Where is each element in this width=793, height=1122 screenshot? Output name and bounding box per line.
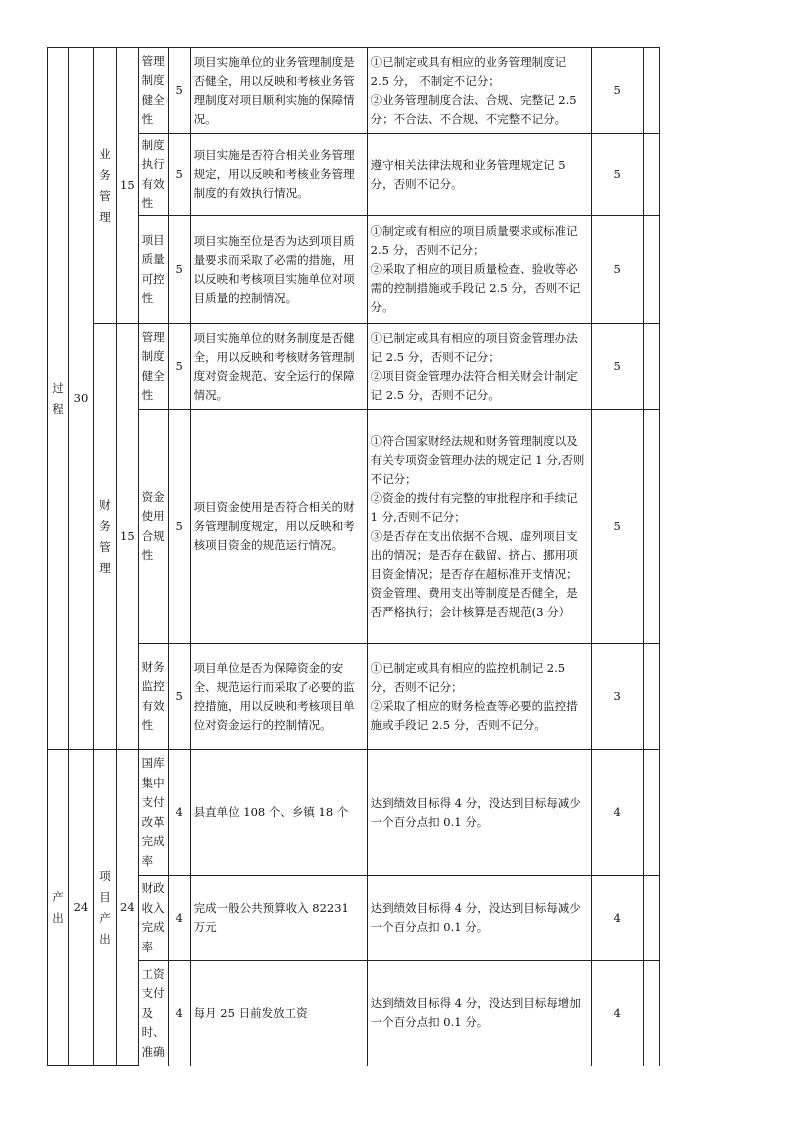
- level2-cell: 项目产出: [94, 750, 117, 1066]
- table-row: [48, 48, 660, 134]
- level2-score-cell: 15: [117, 324, 139, 750]
- standard-cell: 遵守相关法律法规和业务管理规定记 5 分，否则不记分。: [367, 134, 591, 216]
- result-cell: 5: [591, 134, 643, 216]
- table-row: [48, 134, 660, 216]
- empty-cell: [643, 750, 659, 876]
- standard-cell: ①符合国家财经法规和财务管理制度以及有关专项资金管理办法的规定记 1 分,否则不记分； ②资金的拨付有完整的审批程序和手续记 1 分,否则不记分； ③是否存在支出依据不合规、虚列项目支出的情况；是否存在截留、挤占、挪用项目资金情况；是否存在超标准开支情况；资金管理、费用支出等制度是否健全，是否严格执行；会计核算是否规范(3 分）: [367, 410, 591, 644]
- table-row: [48, 324, 660, 410]
- description-cell: 项目单位是否为保障资金的安全、规范运行而采取了必要的监控措施，用以反映和考核项目单位对资金运行的控制情况。: [190, 644, 367, 750]
- weight-cell: 5: [168, 644, 190, 750]
- level2-score-cell: 24: [117, 750, 139, 1066]
- standard-cell: ①已制定或具有相应的监控机制记 2.5 分，否则不记分； ②采取了相应的财务检查等必要的监控措施或手段记 2.5 分，否则不记分。: [367, 644, 591, 750]
- description-cell: 项目资金使用是否符合相关的财务管理制度规定，用以反映和考核项目资金的规范运行情况。: [190, 410, 367, 644]
- standard-cell: ①已制定或具有相应的业务管理制度记 2.5 分， 不制定不记分； ②业务管理制度合法、合规、完整记 2.5 分；不合法、不合规、不完整不记分。: [367, 48, 591, 134]
- weight-cell: 4: [168, 876, 190, 961]
- indicator-cell: 项目质量可控性: [138, 216, 168, 324]
- description-cell: 县直单位 108 个、乡镇 18 个: [190, 750, 367, 876]
- standard-cell: 达到绩效目标得 4 分，没达到目标每增加一个百分点扣 0.1 分。: [367, 961, 591, 1066]
- empty-cell: [643, 876, 659, 961]
- indicator-cell: 国库集中支付改革完成率: [138, 750, 168, 876]
- standard-cell: 达到绩效目标得 4 分，没达到目标每减少一个百分点扣 0.1 分。: [367, 750, 591, 876]
- indicator-cell: 管理制度健全性: [138, 324, 168, 410]
- indicator-cell: 财政收入完成率: [138, 876, 168, 961]
- table-row: [48, 961, 660, 1066]
- result-cell: 5: [591, 48, 643, 134]
- empty-cell: [643, 961, 659, 1066]
- level1-score-cell: 30: [69, 48, 94, 750]
- result-cell: 4: [591, 750, 643, 876]
- description-cell: 项目实施单位的财务制度是否健全，用以反映和考核财务管理制度对资金规范、安全运行的保障情况。: [190, 324, 367, 410]
- table-row: [48, 876, 660, 961]
- weight-cell: 5: [168, 48, 190, 134]
- description-cell: 项目实施至位是否为达到项目质量要求而采取了必需的措施，用以反映和考核项目实施单位对项目质量的控制情况。: [190, 216, 367, 324]
- result-cell: 4: [591, 876, 643, 961]
- result-cell: 4: [591, 961, 643, 1066]
- table-row: [48, 644, 660, 750]
- level1-cell: 产出: [48, 750, 69, 1066]
- weight-cell: 5: [168, 216, 190, 324]
- level2-cell: 财务管理: [94, 324, 117, 750]
- result-cell: 3: [591, 644, 643, 750]
- description-cell: 项目实施单位的业务管理制度是否健全，用以反映和考核业务管理制度对项目顺利实施的保障情况。: [190, 48, 367, 134]
- standard-cell: ①已制定或具有相应的项目资金管理办法记 2.5 分，否则不记分； ②项目资金管理办法符合相关财会计制定记 2.5 分，否则不记分。: [367, 324, 591, 410]
- level1-cell: 过程: [48, 48, 69, 750]
- table-row: [48, 750, 660, 876]
- indicator-cell: 管理制度健全性: [138, 48, 168, 134]
- result-cell: 5: [591, 324, 643, 410]
- weight-cell: 5: [168, 410, 190, 644]
- standard-cell: 达到绩效目标得 4 分，没达到目标每减少一个百分点扣 0.1 分。: [367, 876, 591, 961]
- weight-cell: 5: [168, 324, 190, 410]
- standard-cell: ①制定或有相应的项目质量要求或标准记 2.5 分，否则不记分； ②采取了相应的项目质量检查、验收等必需的控制措施或手段记 2.5 分，否则不记分。: [367, 216, 591, 324]
- empty-cell: [643, 410, 659, 644]
- table-row: [48, 216, 660, 324]
- indicator-cell: 工资支付及时、准确: [138, 961, 168, 1066]
- result-cell: 5: [591, 410, 643, 644]
- level2-score-cell: 15: [117, 48, 139, 324]
- empty-cell: [643, 216, 659, 324]
- indicator-cell: 财务监控有效性: [138, 644, 168, 750]
- description-cell: 每月 25 日前发放工资: [190, 961, 367, 1066]
- indicator-cell: 资金使用合规性: [138, 410, 168, 644]
- level2-cell: 业务管理: [94, 48, 117, 324]
- evaluation-table: [47, 47, 660, 1066]
- indicator-cell: 制度执行有效性: [138, 134, 168, 216]
- empty-cell: [643, 644, 659, 750]
- weight-cell: 5: [168, 134, 190, 216]
- level1-score-cell: 24: [69, 750, 94, 1066]
- description-cell: 项目实施是否符合相关业务管理规定，用以反映和考核业务管理制度的有效执行情况。: [190, 134, 367, 216]
- result-cell: 5: [591, 216, 643, 324]
- weight-cell: 4: [168, 961, 190, 1066]
- weight-cell: 4: [168, 750, 190, 876]
- table-row: [48, 410, 660, 644]
- empty-cell: [643, 48, 659, 134]
- description-cell: 完成一般公共预算收入 82231 万元: [190, 876, 367, 961]
- empty-cell: [643, 134, 659, 216]
- empty-cell: [643, 324, 659, 410]
